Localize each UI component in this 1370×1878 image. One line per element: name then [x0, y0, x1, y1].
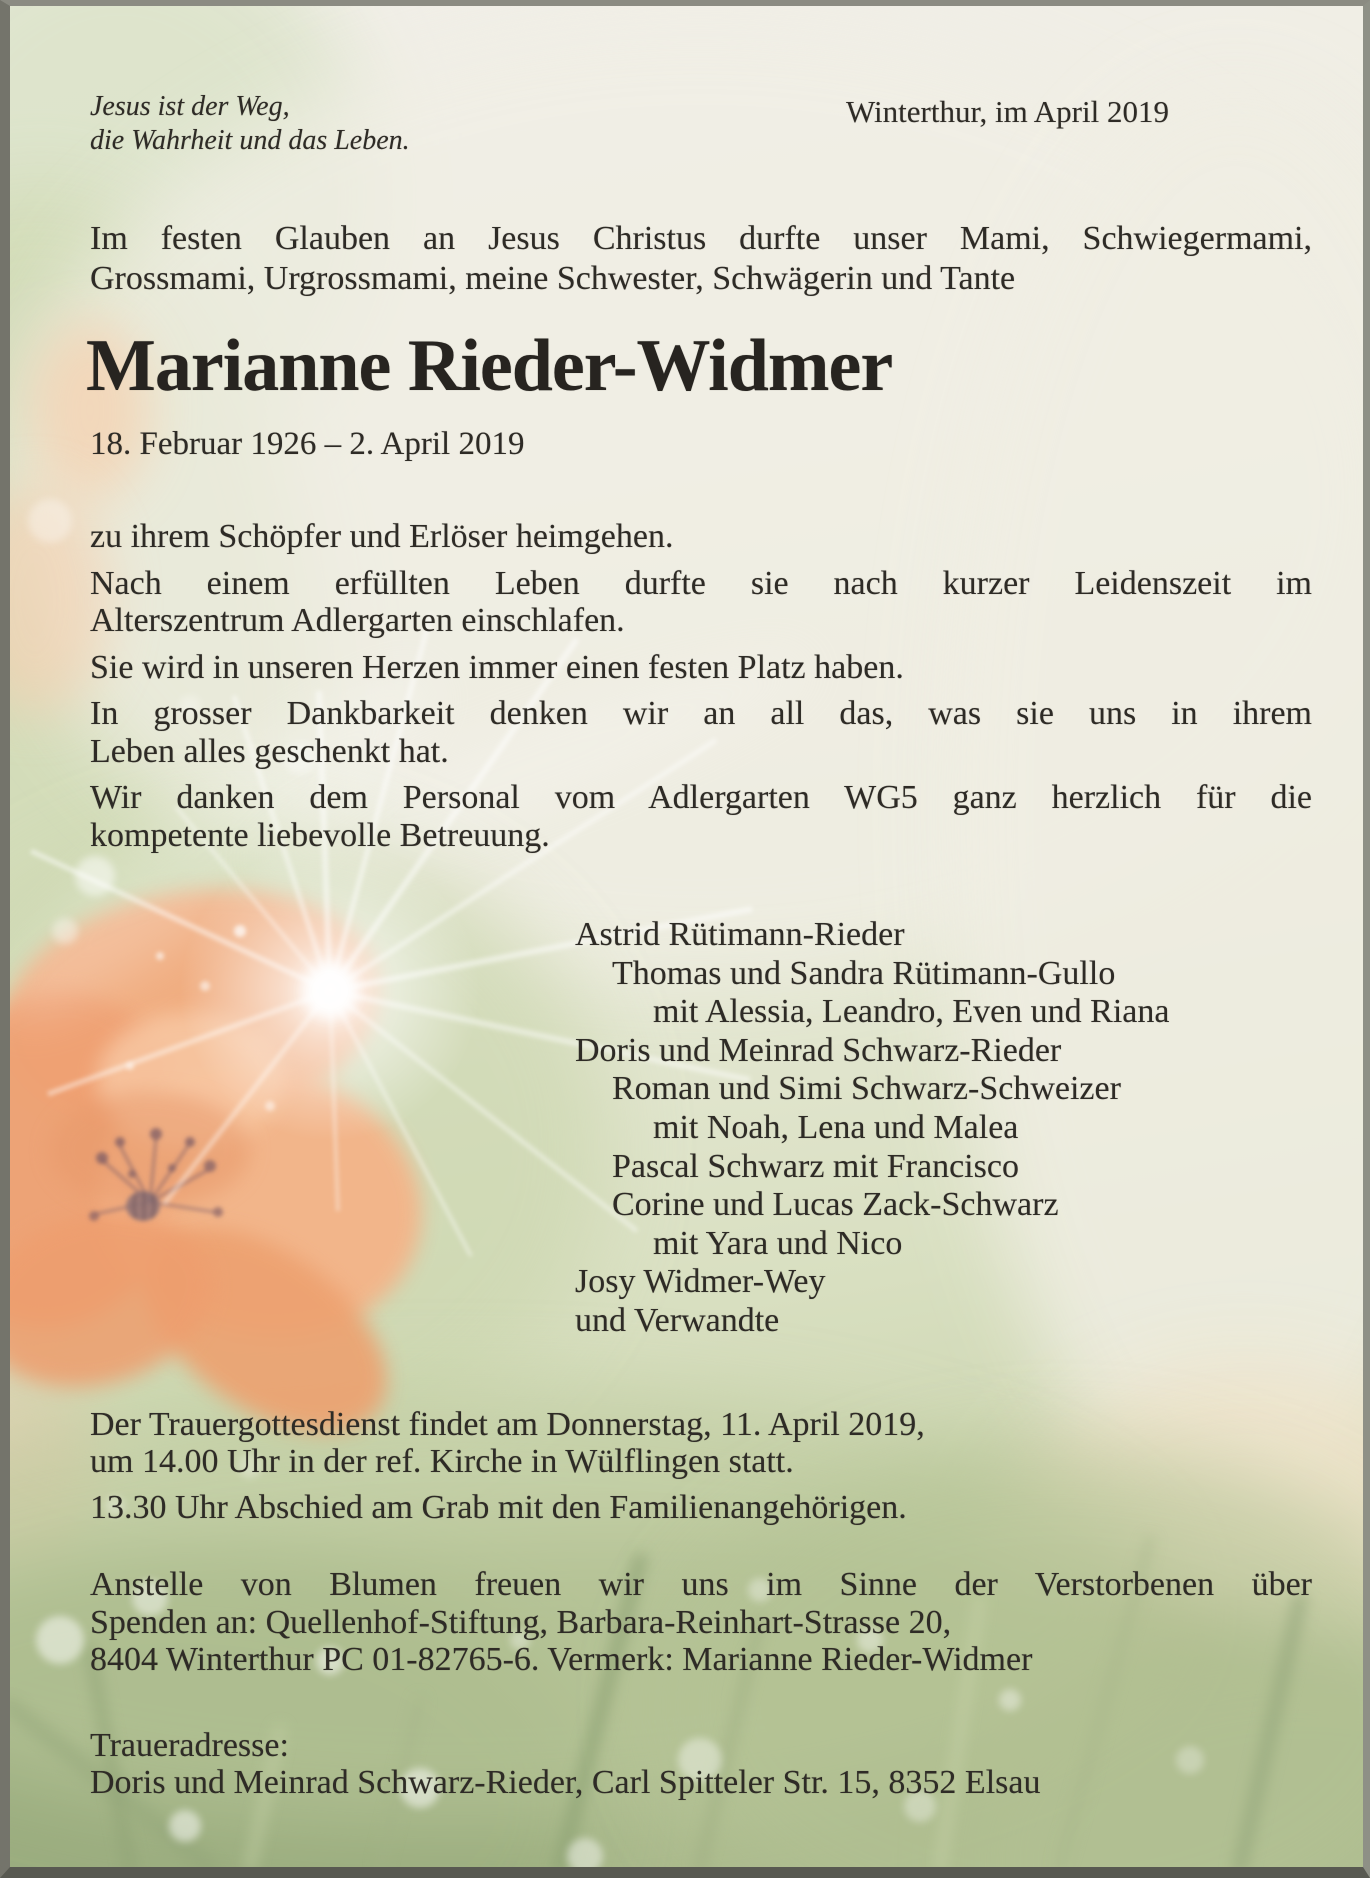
text-line: Sie wird in unseren Herzen immer einen festen Platz haben. [90, 648, 904, 686]
text-line: Anstelle von Blumen freuen wir uns im Sinne der Verstorbenen über [90, 1566, 1312, 1603]
paragraph [90, 1406, 1312, 1480]
body-paragraphs [90, 518, 1312, 863]
text-line: 13.30 Uhr Abschied am Grab mit den Familienangehörigen. [90, 1489, 907, 1526]
text-line: Grossmami, Urgrossmami, meine Schwester, Schwägerin und Tante [90, 260, 1016, 297]
text-line: Wir danken dem Personal vom Adlergarten WG5 ganz herzlich für die [90, 779, 1312, 816]
family-member-line: Thomas und Sandra Rütimann-Gullo [612, 954, 1116, 992]
family-list [575, 916, 1170, 1341]
paragraph [90, 695, 1312, 770]
family-member-line: mit Noah, Lena und Malea [653, 1108, 1019, 1146]
life-dates: 18. Februar 1926 – 2. April 2019 [90, 426, 525, 462]
family-member-line: Josy Widmer-Wey [575, 1263, 826, 1301]
family-member-line: und Verwandte [575, 1301, 780, 1339]
paragraph [90, 565, 1312, 640]
family-member-line: mit Yara und Nico [653, 1224, 903, 1262]
deceased-name: Marianne Rieder-Widmer [86, 325, 893, 407]
text-line: 8404 Winterthur PC 01-82765-6. Vermerk: Marianne Rieder-Widmer [90, 1641, 1033, 1678]
mourning-address [90, 1727, 1312, 1801]
text-line: Leben alles geschenkt hat. [90, 732, 449, 770]
family-member-line: mit Alessia, Leandro, Even und Riana [653, 993, 1170, 1031]
mourning-address-value: Doris und Meinrad Schwarz-Rieder, Carl Spitteler Str. 15, 8352 Elsau [90, 1764, 1041, 1801]
family-member-line: Doris und Meinrad Schwarz-Rieder [575, 1031, 1062, 1069]
donation-info [90, 1566, 1312, 1688]
bible-verse-line-2: die Wahrheit und das Leben. [90, 125, 410, 156]
text-line: kompetente liebevolle Betreuung. [90, 816, 550, 854]
paragraph [90, 518, 1312, 556]
bible-verse [90, 90, 410, 158]
mourning-address-label: Traueradresse: [90, 1727, 289, 1764]
text-line: Nach einem erfüllten Leben durfte sie nach kurzer Leidenszeit im [90, 564, 1312, 602]
family-member-line: Roman und Simi Schwarz-Schweizer [612, 1070, 1121, 1108]
family-member-line: Corine und Lucas Zack-Schwarz [612, 1186, 1059, 1224]
text-line: In grosser Dankbarkeit denken wir an all das, was sie uns in ihrem [90, 695, 1312, 732]
family-member-line: Pascal Schwarz mit Francisco [612, 1147, 1019, 1185]
paragraph [90, 1489, 1312, 1526]
text-line: Der Trauergottesdienst findet am Donnerstag, 11. April 2019, [90, 1406, 925, 1443]
family-member-line: Astrid Rütimann-Rieder [575, 916, 905, 953]
intro-paragraph [90, 219, 1312, 308]
text-line: zu ihrem Schöpfer und Erlöser heimgehen. [90, 518, 674, 555]
text-line: um 14.00 Uhr in der ref. Kirche in Wülflingen statt. [90, 1443, 794, 1480]
paragraph [90, 649, 1312, 687]
place-dateline: Winterthur, im April 2019 [846, 94, 1169, 129]
paragraph [90, 1566, 1312, 1679]
paragraph [90, 219, 1312, 299]
text-line: Alterszentrum Adlergarten einschlafen. [90, 602, 625, 639]
paragraph [90, 779, 1312, 854]
bible-verse-line-1: Jesus ist der Weg, [90, 91, 290, 122]
text-line: Spenden an: Quellenhof-Stiftung, Barbara-Reinhart-Strasse 20, [90, 1603, 952, 1641]
text-line: Im festen Glauben an Jesus Christus durfte unser Mami, Schwiegermami, [90, 220, 1312, 257]
service-info [90, 1406, 1312, 1535]
